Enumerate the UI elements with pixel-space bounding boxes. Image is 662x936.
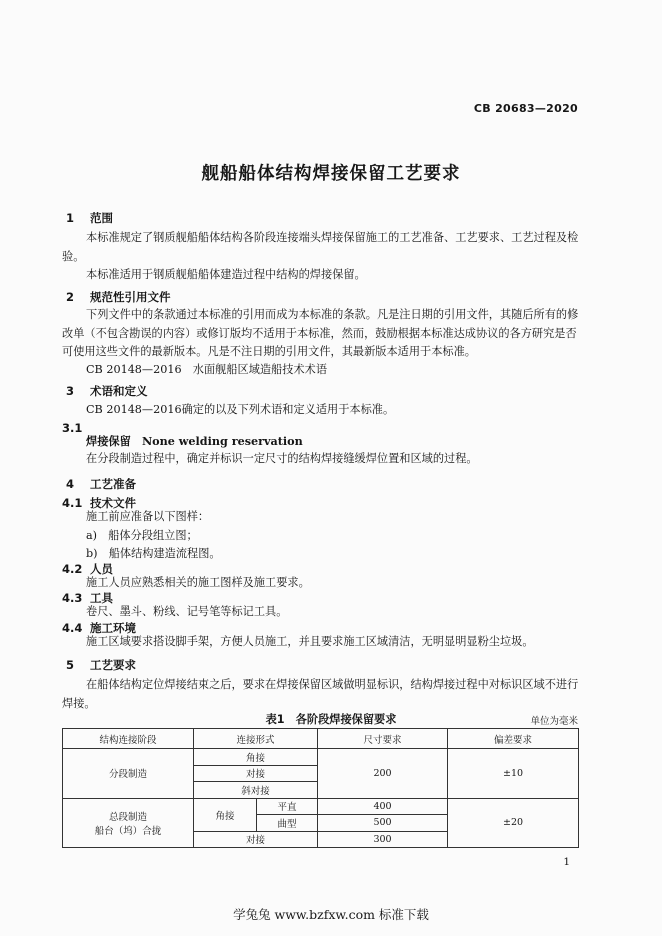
form-cell: 角接 <box>194 798 257 831</box>
list-item-a: a) 船体分段组立图； <box>86 529 198 542</box>
section-title: 规范性引用文件 <box>90 290 171 304</box>
size-cell: 400 <box>318 798 448 815</box>
section-1-paragraph-1: 本标准规定了钢质舰船船体结构各阶段连接端头焊接保留施工的工艺准备、工艺要求、工艺过程及检验。 <box>62 231 579 263</box>
subsection-title: 人员 <box>90 562 113 576</box>
table-row <box>63 798 579 815</box>
header-form: 连接形式 <box>194 729 318 749</box>
section-1-heading <box>66 210 113 226</box>
subsection-4-1-paragraph: 施工前应准备以下图样： <box>86 510 210 523</box>
page-number: 1 <box>563 856 570 868</box>
form-cell: 斜对接 <box>194 782 318 799</box>
section-number: 3 <box>66 384 75 398</box>
deviation-cell: ±10 <box>448 749 579 799</box>
document-number: CB 20683—2020 <box>473 102 578 115</box>
section-number: 5 <box>66 658 75 672</box>
table-header-row <box>63 729 579 749</box>
section-4-heading <box>66 476 136 492</box>
section-title: 范围 <box>90 211 113 225</box>
section-2-reference: CB 20148—2016 水面舰船区域造船技术术语 <box>86 363 328 376</box>
subsection-number: 4.3 <box>62 591 83 605</box>
term-3-1-title: 焊接保留 None welding reservation <box>86 434 303 448</box>
section-title: 工艺准备 <box>90 477 136 491</box>
subsection-4-2-paragraph: 施工人员应熟悉相关的施工图样及施工要求。 <box>86 576 310 589</box>
section-5-heading <box>66 657 136 673</box>
term-3-1-number: 3.1 <box>62 421 83 435</box>
table-unit-label: 单位为毫米 <box>530 716 578 727</box>
subsection-number: 4.1 <box>62 496 83 510</box>
size-cell: 200 <box>318 749 448 799</box>
footer-watermark: 学兔兔 www.bzfxw.com 标准下载 <box>233 907 429 922</box>
section-title: 工艺要求 <box>90 658 136 672</box>
deviation-cell: ±20 <box>448 798 579 848</box>
section-1-paragraph-2: 本标准适用于钢质舰船船体建造过程中结构的焊接保留。 <box>86 268 366 281</box>
section-number: 2 <box>66 290 75 304</box>
size-cell: 300 <box>318 831 448 848</box>
section-number: 4 <box>66 477 75 491</box>
header-stage: 结构连接阶段 <box>63 729 194 749</box>
document-title: 舰船船体结构焊接保留工艺要求 <box>201 164 461 184</box>
form-cell: 角接 <box>194 749 318 766</box>
header-size: 尺寸要求 <box>318 729 448 749</box>
section-5-paragraph-1: 在船体结构定位焊接结束之后，要求在焊接保留区域做明显标识，结构焊接过程中对标识区域不进行焊接。 <box>62 678 579 710</box>
stage-cell: 分段制造 <box>63 749 194 799</box>
stage-line-2: 船台（坞）合拢 <box>94 825 162 837</box>
list-item-b: b) 船体结构建造流程图。 <box>86 547 221 560</box>
subsection-title: 技术文件 <box>90 496 136 510</box>
table-caption: 表1 各阶段焊接保留要求 <box>265 713 397 726</box>
subsection-title: 施工环境 <box>90 621 136 635</box>
stage-line-1: 总段制造 <box>108 811 147 823</box>
subsection-4-4-paragraph: 施工区域要求搭设脚手架，方便人员施工，并且要求施工区域清洁，无明显明显粉尘垃圾。 <box>86 635 534 648</box>
subsection-number: 4.4 <box>62 621 83 635</box>
term-3-1-definition: 在分段制造过程中，确定并标识一定尺寸的结构焊接缝缓焊位置和区域的过程。 <box>86 452 478 465</box>
section-number: 1 <box>66 211 75 225</box>
subsection-4-3-paragraph: 卷尺、墨斗、粉线、记号笔等标记工具。 <box>86 605 288 618</box>
section-2-paragraph-1: 下列文件中的条款通过本标准的引用而成为本标准的条款。凡是注日期的引用文件，其随后所有的修改单（不包含勘误的内容）或修订版均不适用于本标准，然而，鼓励根据本标准达成协议的各方研究是否可使用这些文件的最新版本。凡是不注日期的引用文件，其最新版本适用于本标准。 <box>62 308 579 358</box>
requirements-table <box>62 728 579 848</box>
stage-cell <box>63 798 194 848</box>
subsection-number: 4.2 <box>62 562 83 576</box>
section-3-heading <box>66 383 148 399</box>
header-deviation: 偏差要求 <box>448 729 579 749</box>
subsection-title: 工具 <box>90 591 113 605</box>
section-2-heading <box>66 289 171 305</box>
table-row <box>63 749 579 766</box>
form-cell: 对接 <box>194 831 318 848</box>
section-title: 术语和定义 <box>90 384 148 398</box>
sub-form-cell: 曲型 <box>257 815 318 832</box>
section-3-paragraph-1: CB 20148—2016确定的以及下列术语和定义适用于本标准。 <box>86 403 395 416</box>
size-cell: 500 <box>318 815 448 832</box>
form-cell: 对接 <box>194 765 318 782</box>
sub-form-cell: 平直 <box>257 798 318 815</box>
